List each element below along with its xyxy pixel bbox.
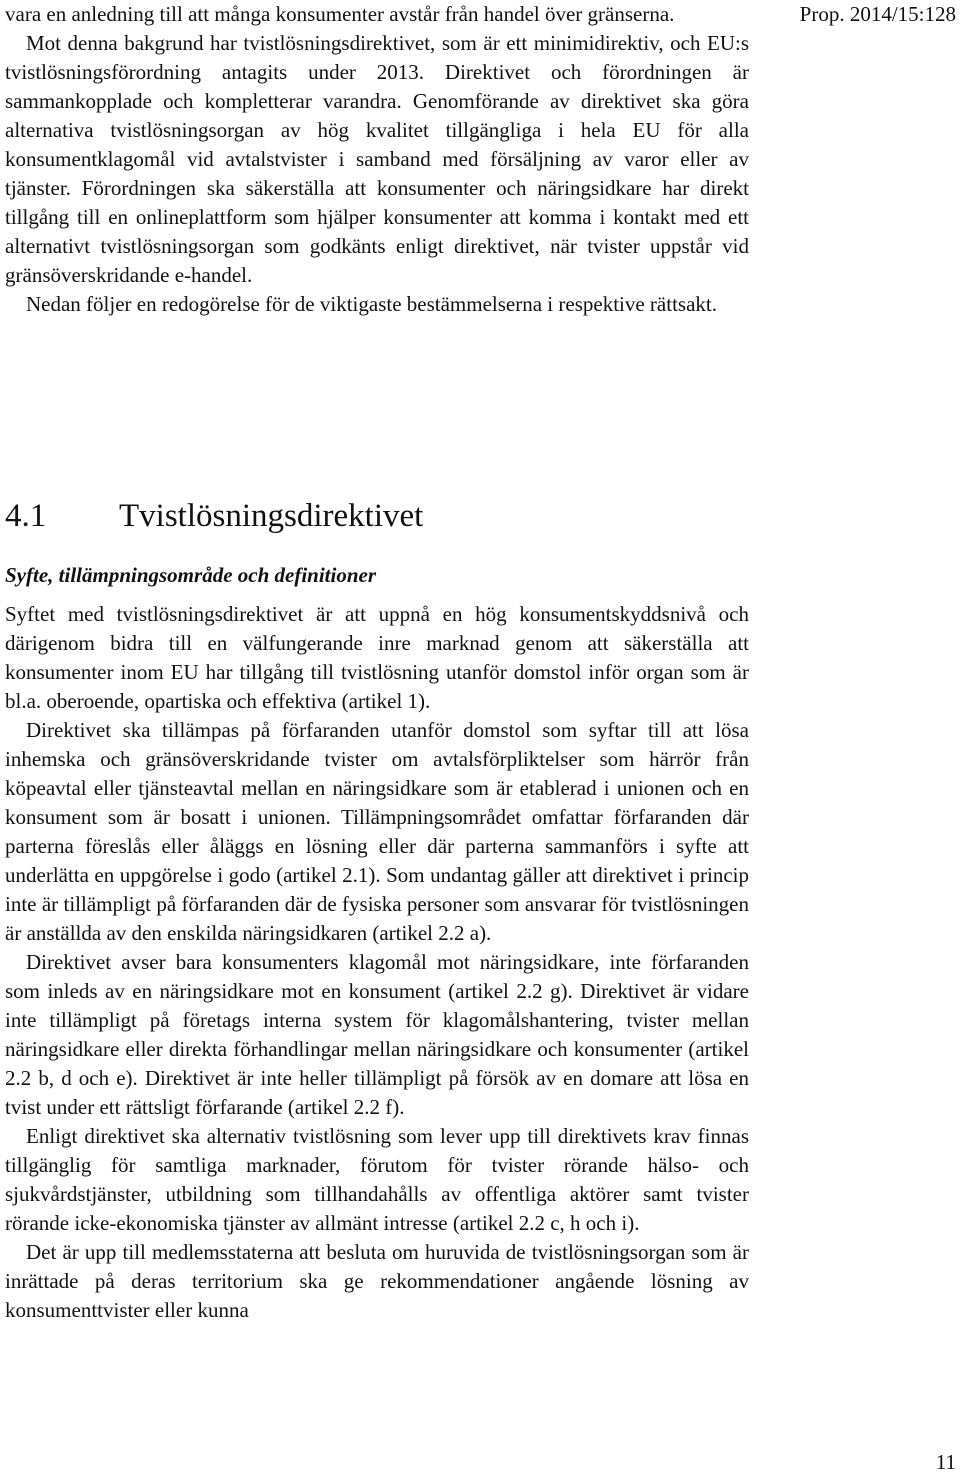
- paragraph: Nedan följer en redogörelse för de viktigaste bestämmelserna i respektive rättsakt.: [26, 292, 717, 316]
- paragraph: Enligt direktivet ska alternativ tvistlösning som lever upp till direktivets krav finnas tillgänglig för samtliga marknader, förutom för tvister rörande hälso- och sjukvårdstjänster, utbildning som tillhandahålls av offentliga aktörer samt tvister rörande icke-ekonomiska tjänster av allmänt intresse (artikel 2.2 c, h och i).: [5, 1124, 749, 1235]
- intro-text: [5, 0, 749, 319]
- paragraph: Direktivet ska tillämpas på förfaranden utanför domstol som syftar till att lösa inhemska och gränsöverskridande tvister om avtalsförpliktelser som härrör från köpeavtal eller tjänsteavtal mellan en näringsidkare som är etablerad i unionen och en konsument som är bosatt i unionen. Tillämpningsområdet omfattar förfaranden där parterna föreslås eller åläggs en lösning eller där parterna sammanförs i syfte att underlätta en uppgörelse i godo (artikel 2.1). Som undantag gäller att direktivet i princip inte är tillämpligt på förfaranden där de fysiska personer som ansvarar för tvistlösningen är anställda av den enskilda näringsidkaren (artikel 2.2 a).: [5, 718, 749, 945]
- paragraph: vara en anledning till att många konsumenter avstår från handel över gränserna.: [5, 2, 675, 26]
- section-number: 4.1: [5, 498, 47, 534]
- paragraph: Mot denna bakgrund har tvistlösningsdirektivet, som är ett minimidirektiv, och EU:s tvistlösningsförordning antagits under 2013. Direktivet och förordningen är sammankopplade och kompletterar varandra. Genomförande av direktivet ska göra alternativa tvistlösningsorgan av hög kvalitet tillgängliga i hela EU för alla konsumentklagomål vid avtalstvister i samband med försäljning av varor eller av tjänster. Förordningen ska säkerställa att konsumenter och näringsidkare har direkt tillgång till en onlineplattform som hjälper konsumenter att komma i kontakt med ett alternativt tvistlösningsorgan som godkänts enligt direktivet, när tvister uppstår vid gränsöverskridande e-handel.: [5, 31, 749, 287]
- section-title: Tvistlösningsdirektivet: [119, 498, 424, 534]
- section-text: [5, 600, 749, 1325]
- proposition-reference: Prop. 2014/15:128: [799, 2, 956, 26]
- section-heading: [5, 496, 423, 536]
- subsection-heading: Syfte, tillämpningsområde och definitioner: [5, 563, 377, 587]
- paragraph: Det är upp till medlemsstaterna att besluta om huruvida de tvistlösningsorgan som är inrättade på deras territorium ska ge rekommendationer angående lösning av konsumenttvister eller kunna: [5, 1240, 749, 1322]
- paragraph: Syftet med tvistlösningsdirektivet är att uppnå en hög konsumentskyddsnivå och därigenom bidra till en välfungerande inre marknad genom att säkerställa att konsumenter inom EU har tillgång till tvistlösning utanför domstol inför organ som är bl.a. oberoende, opartiska och effektiva (artikel 1).: [5, 602, 749, 713]
- paragraph: Direktivet avser bara konsumenters klagomål mot näringsidkare, inte förfaranden som inleds av en näringsidkare mot en konsument (artikel 2.2 g). Direktivet är vidare inte tillämpligt på företags interna system för klagomålshantering, tvister mellan näringsidkare eller direkta förhandlingar mellan näringsidkare och konsumenter (artikel 2.2 b, d och e). Direktivet är inte heller tillämpligt på försök av en domare att lösa en tvist under ett rättsligt förfarande (artikel 2.2 f).: [5, 950, 749, 1119]
- page-number: 11: [935, 1450, 956, 1474]
